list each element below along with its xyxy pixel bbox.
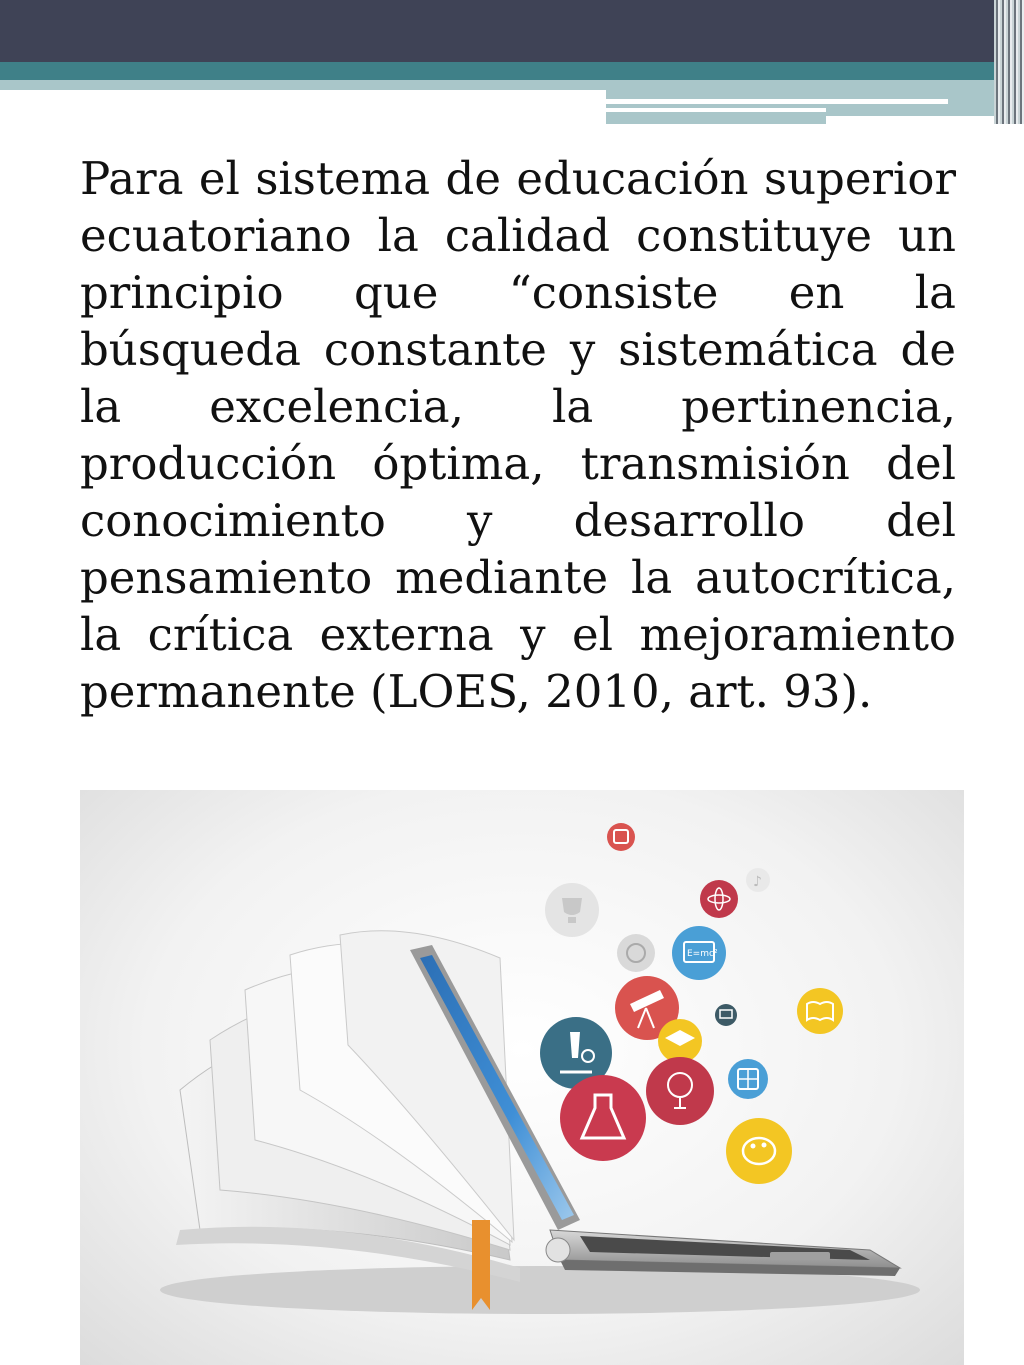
tablet-icon (607, 823, 635, 851)
laptop-touchpad (770, 1252, 830, 1260)
calculator-icon (728, 1059, 768, 1099)
illustration-svg (80, 790, 964, 1365)
trophy-icon (545, 883, 599, 937)
globe-ball-icon (617, 934, 655, 972)
body-paragraph: Para el sistema de educación superior ecuatoriano la calidad constituye un principio que “consiste en la búsqueda constante y sistemática de la excelencia, la pertinencia, producción óptima, transmisión del conocimiento y desarrollo del pensamiento mediante la autocrítica, la crítica externa y el mejoramiento permanente (LOES, 2010, art. 93). (80, 152, 956, 718)
music-note-icon (746, 868, 770, 892)
open-book-icon (797, 988, 843, 1034)
desk-globe-icon (646, 1057, 714, 1125)
graduation-cap-icon (658, 1019, 702, 1063)
open-book (176, 931, 520, 1310)
palette-icon (726, 1118, 792, 1184)
header-edge-stripes (994, 0, 1024, 124)
header-line (606, 99, 948, 104)
bookmark-ribbon (472, 1220, 490, 1310)
header-band-light (0, 80, 606, 90)
icon-bubbles (540, 823, 843, 1184)
flask-icon (560, 1075, 646, 1161)
formula-board-icon (672, 926, 726, 980)
svg-text:♪: ♪ (753, 874, 762, 890)
header-line (826, 116, 1006, 124)
header-band-teal (0, 62, 1024, 80)
svg-text:E=mc²: E=mc² (687, 949, 718, 959)
monitor-icon (715, 1004, 737, 1026)
header-line (606, 108, 826, 112)
atom-icon (700, 880, 738, 918)
laptop-book-illustration (80, 790, 964, 1365)
header-band-dark (0, 0, 1024, 62)
